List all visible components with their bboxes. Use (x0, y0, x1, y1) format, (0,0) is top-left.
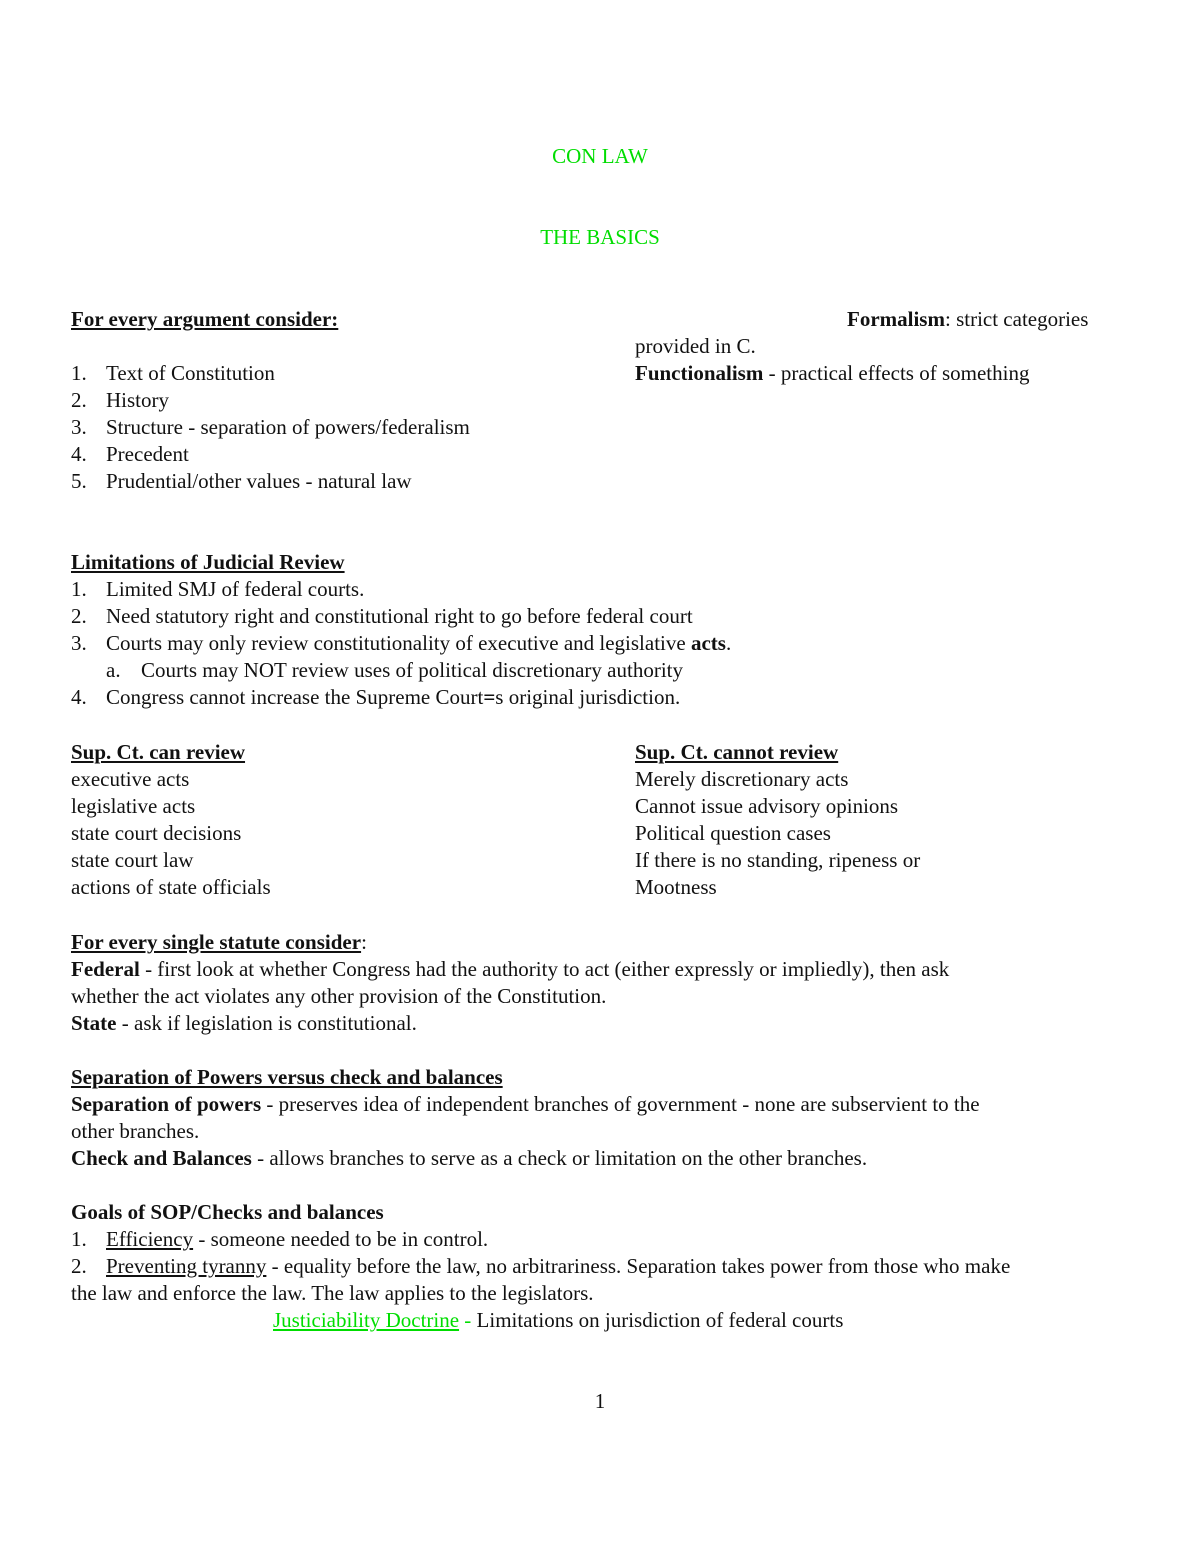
cannot-review-item: If there is no standing, ripeness or (635, 848, 921, 872)
goals-item-2-line-2: the law and enforce the law. The law applies to the legislators. (71, 1281, 594, 1305)
cannot-review-item: Political question cases (635, 821, 831, 845)
formalism-line-2: provided in C. (635, 334, 756, 358)
judicial-review-item-2: 2. Need statutory right and constitutional right to go before federal court (71, 604, 693, 628)
can-review-item: actions of state officials (71, 875, 271, 899)
goals-item-2: 2. Preventing tyranny - equality before the law, no arbitrariness. Separation takes power from those who make (71, 1254, 1011, 1278)
document-title: CON LAW (552, 144, 648, 168)
judicial-review-item-4: 4. Congress cannot increase the Supreme Court=s original jurisdiction. (71, 685, 681, 709)
judicial-review-item-3: 3. Courts may only review constitutionality of executive and legislative acts. (71, 631, 732, 655)
sop-line-2: other branches. (71, 1119, 200, 1143)
argument-heading: For every argument consider: (71, 307, 339, 331)
goals-item-1: 1. Efficiency - someone needed to be in control. (71, 1227, 489, 1251)
goals-heading: Goals of SOP/Checks and balances (71, 1200, 384, 1224)
can-review-item: legislative acts (71, 794, 196, 818)
statute-heading: For every single statute consider: (71, 930, 367, 954)
formalism-line: Formalism: strict categories (847, 307, 1089, 331)
argument-item-3: 3. Structure - separation of powers/federalism (71, 415, 470, 439)
can-review-heading: Sup. Ct. can review (71, 740, 246, 764)
statute-federal-line: Federal - first look at whether Congress had the authority to act (either expressly or impliedly), then ask (71, 957, 950, 981)
can-review-item: state court decisions (71, 821, 242, 845)
cannot-review-item: Cannot issue advisory opinions (635, 794, 899, 818)
sop-heading: Separation of Powers versus check and balances (71, 1065, 503, 1089)
cannot-review-heading: Sup. Ct. cannot review (635, 740, 839, 764)
judicial-review-heading: Limitations of Judicial Review (71, 550, 345, 574)
document-subtitle: THE BASICS (540, 225, 660, 249)
functionalism-line: Functionalism - practical effects of something (635, 361, 1030, 385)
argument-item-2: 2. History (71, 388, 169, 412)
sop-line: Separation of powers - preserves idea of independent branches of government - none are subservient to the (71, 1092, 980, 1116)
judicial-review-item-3a: a. Courts may NOT review uses of political discretionary authority (106, 658, 683, 682)
justiciability-line: Justiciability Doctrine - Limitations on jurisdiction of federal courts (273, 1308, 844, 1332)
can-review-item: state court law (71, 848, 194, 872)
argument-item-1: 1. Text of Constitution (71, 361, 275, 385)
statute-federal-line-2: whether the act violates any other provision of the Constitution. (71, 984, 607, 1008)
cannot-review-item: Merely discretionary acts (635, 767, 849, 791)
argument-item-5: 5. Prudential/other values - natural law (71, 469, 412, 493)
checks-balances-line: Check and Balances - allows branches to serve as a check or limitation on the other branches. (71, 1146, 868, 1170)
page-number: 1 (594, 1389, 606, 1413)
statute-state-line: State - ask if legislation is constitutional. (71, 1011, 417, 1035)
cannot-review-item: Mootness (635, 875, 717, 899)
argument-item-4: 4. Precedent (71, 442, 189, 466)
can-review-item: executive acts (71, 767, 190, 791)
justiciability-link[interactable]: Justiciability Doctrine (273, 1308, 460, 1332)
judicial-review-item-1: 1. Limited SMJ of federal courts. (71, 577, 365, 601)
